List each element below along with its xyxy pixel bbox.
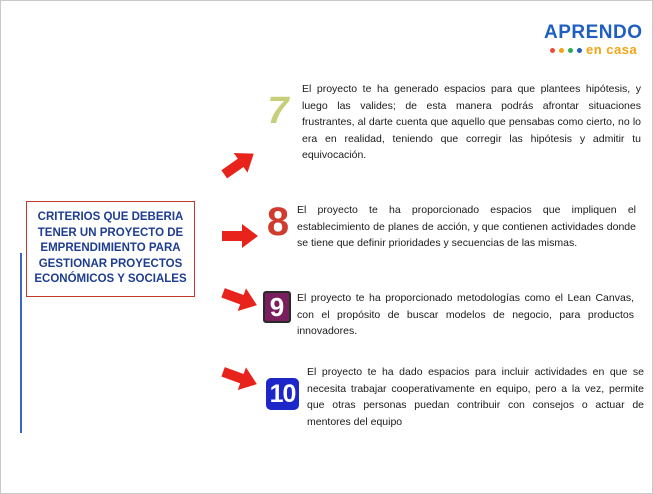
criterion-text-8: El proyecto te ha proporcionado espacios que impliquen el establecimiento de planes de acción, y que contienen actividades donde se tiene que definir prioridades y secuencias de las mismas. bbox=[297, 204, 636, 250]
arrow-right-icon bbox=[220, 363, 260, 393]
criterion-text-9: El proyecto te ha proporcionado metodologías como el Lean Canvas, con el propósito de buscar modelos de negocio, para productos innovadores. bbox=[297, 292, 634, 338]
logo-dot bbox=[550, 48, 555, 53]
arrow-right-icon bbox=[219, 149, 259, 179]
logo-title: APRENDO bbox=[544, 22, 643, 43]
logo-dot bbox=[577, 48, 582, 53]
logo-subtitle: en casa bbox=[586, 42, 638, 57]
number-badge-7: 7 bbox=[267, 89, 289, 132]
aprendo-en-casa-logo bbox=[544, 23, 644, 58]
arrow-right-icon bbox=[220, 284, 260, 314]
accent-line bbox=[20, 253, 22, 433]
number-badge-9: 9 bbox=[263, 291, 291, 323]
arrow-right-icon bbox=[220, 221, 260, 251]
criterion-text-10: El proyecto te ha dado espacios para incluir actividades en que se necesita trabajar cooperativamente en equipo, pero a la vez, permite que otras personas puedan contribuir con consejos o actuar de mentores del equipo bbox=[307, 366, 644, 428]
logo-dot bbox=[559, 48, 564, 53]
logo-dots bbox=[550, 48, 582, 53]
criteria-title-box bbox=[26, 201, 195, 297]
number-badge-10: 10 bbox=[266, 378, 299, 410]
logo-dot bbox=[568, 48, 573, 53]
number-badge-8: 8 bbox=[266, 199, 290, 244]
criteria-title: CRITERIOS QUE DEBERIA TENER UN PROYECTO DE EMPRENDIMIENTO PARA GESTIONAR PROYECTOS ECONÓMICOS Y SOCIALES bbox=[34, 211, 187, 286]
criterion-text-7: El proyecto te ha generado espacios para que plantees hipótesis, y luego las valides; de esta manera podrás afrontar situaciones frustrantes, al darte cuenta que aquello que pensabas como cierto, no lo era en realidad, teniendo que corregir las hipótesis y admitir tu equivocación. bbox=[302, 83, 641, 162]
